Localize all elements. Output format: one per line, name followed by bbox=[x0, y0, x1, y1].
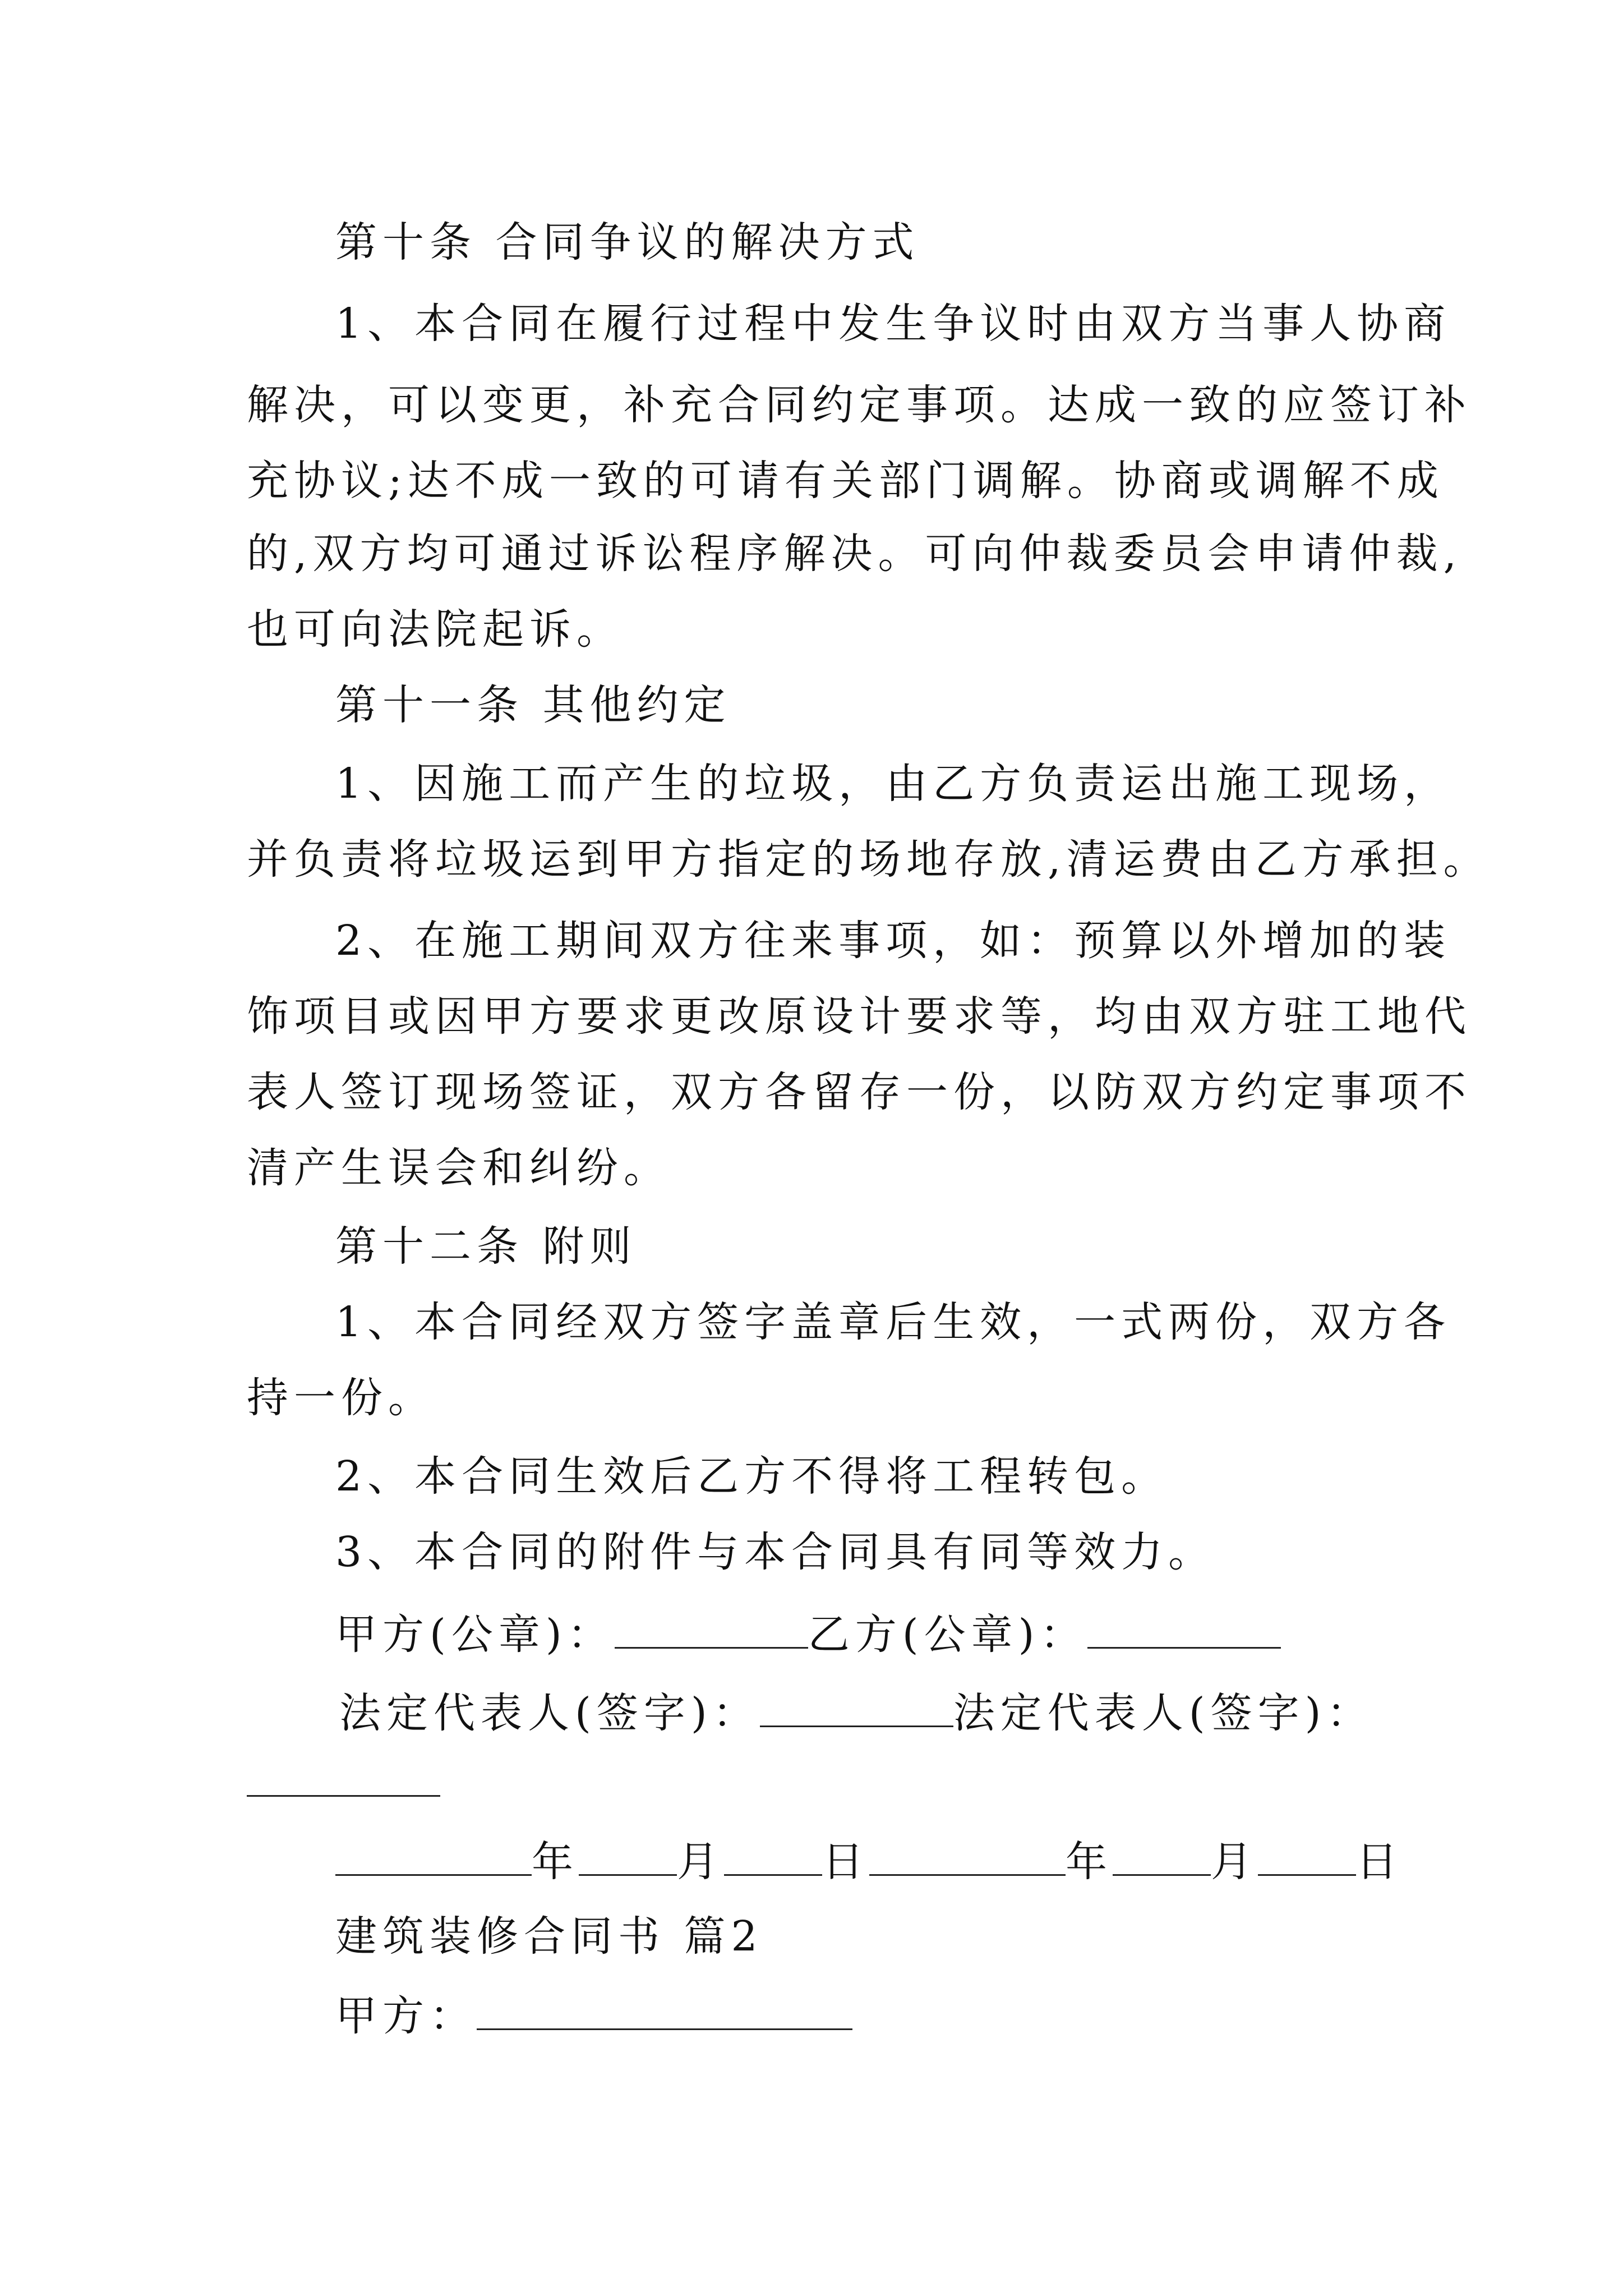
date-a-year-label: 年 bbox=[532, 1838, 579, 1886]
party-b-seal-label: 乙方(公章)： bbox=[808, 1611, 1087, 1659]
article-11-line-3: 2、在施工期间双方往来事项，如：预算以外增加的装 bbox=[335, 917, 1451, 965]
legal-rep-b-label: 法定代表人(签字)： bbox=[953, 1689, 1374, 1737]
date-a-year-blank[interactable] bbox=[335, 1837, 532, 1876]
date-b-month-label: 月 bbox=[1211, 1838, 1258, 1886]
article-12-heading: 第十二条 附则 bbox=[335, 1222, 637, 1271]
date-a-day-label: 日 bbox=[822, 1838, 869, 1886]
article-12-line-1: 1、本合同经双方签字盖章后生效，一式两份，双方各 bbox=[335, 1298, 1451, 1346]
party-b-seal-blank[interactable] bbox=[1087, 1610, 1281, 1649]
date-b-day-blank[interactable] bbox=[1258, 1837, 1356, 1876]
party-a-seal-blank[interactable] bbox=[615, 1610, 808, 1649]
article-11-line-4: 饰项目或因甲方要求更改原设计要求等，均由双方驻工地代 bbox=[247, 992, 1472, 1041]
article-12-line-4: 3、本合同的附件与本合同具有同等效力。 bbox=[335, 1528, 1216, 1576]
date-b-month-blank[interactable] bbox=[1113, 1837, 1211, 1876]
article-10-line-1: 1、本合同在履行过程中发生争议时由双方当事人协商 bbox=[335, 300, 1451, 348]
next-party-a-row bbox=[335, 1991, 852, 2040]
article-12-line-3: 2、本合同生效后乙方不得将工程转包。 bbox=[335, 1452, 1169, 1501]
article-10-line-2: 解决，可以变更，补充合同约定事项。达成一致的应签订补 bbox=[247, 381, 1472, 429]
next-party-a-blank[interactable] bbox=[477, 1991, 852, 2030]
next-party-a-label: 甲方： bbox=[335, 1992, 477, 2040]
article-12-line-2: 持一份。 bbox=[247, 1374, 435, 1422]
next-section-title: 建筑装修合同书 篇2 bbox=[335, 1912, 763, 1961]
date-b-day-label: 日 bbox=[1356, 1838, 1403, 1886]
date-b-year-blank[interactable] bbox=[869, 1837, 1066, 1876]
date-b-year-label: 年 bbox=[1066, 1838, 1113, 1886]
legal-rep-row bbox=[339, 1688, 1374, 1737]
date-a-month-blank[interactable] bbox=[579, 1837, 677, 1876]
article-10-line-3: 充协议;达不成一致的可请有关部门调解。协商或调解不成 bbox=[247, 457, 1444, 505]
party-a-seal-label: 甲方(公章)： bbox=[335, 1611, 615, 1659]
article-10-heading: 第十条 合同争议的解决方式 bbox=[335, 218, 920, 266]
seal-row bbox=[335, 1610, 1281, 1659]
article-10-line-5: 也可向法院起诉。 bbox=[247, 605, 624, 654]
article-10-line-4: 的,双方均可通过诉讼程序解决。可向仲裁委员会申请仲裁, bbox=[247, 530, 1463, 578]
article-11-line-2: 并负责将垃圾运到甲方指定的场地存放,清运费由乙方承担。 bbox=[247, 835, 1491, 884]
article-11-line-6: 清产生误会和纠纷。 bbox=[247, 1144, 671, 1192]
legal-rep-a-label: 法定代表人(签字)： bbox=[339, 1689, 760, 1737]
legal-rep-a-blank[interactable] bbox=[760, 1688, 953, 1727]
date-row bbox=[335, 1837, 1403, 1886]
date-a-month-label: 月 bbox=[677, 1838, 724, 1886]
legal-rep-b-blank[interactable] bbox=[247, 1795, 440, 1797]
article-11-heading: 第十一条 其他约定 bbox=[335, 681, 731, 729]
date-a-day-blank[interactable] bbox=[724, 1837, 822, 1876]
article-11-line-1: 1、因施工而产生的垃圾，由乙方负责运出施工现场， bbox=[335, 760, 1451, 808]
article-11-line-5: 表人签订现场签证，双方各留存一份，以防双方约定事项不 bbox=[247, 1068, 1472, 1116]
